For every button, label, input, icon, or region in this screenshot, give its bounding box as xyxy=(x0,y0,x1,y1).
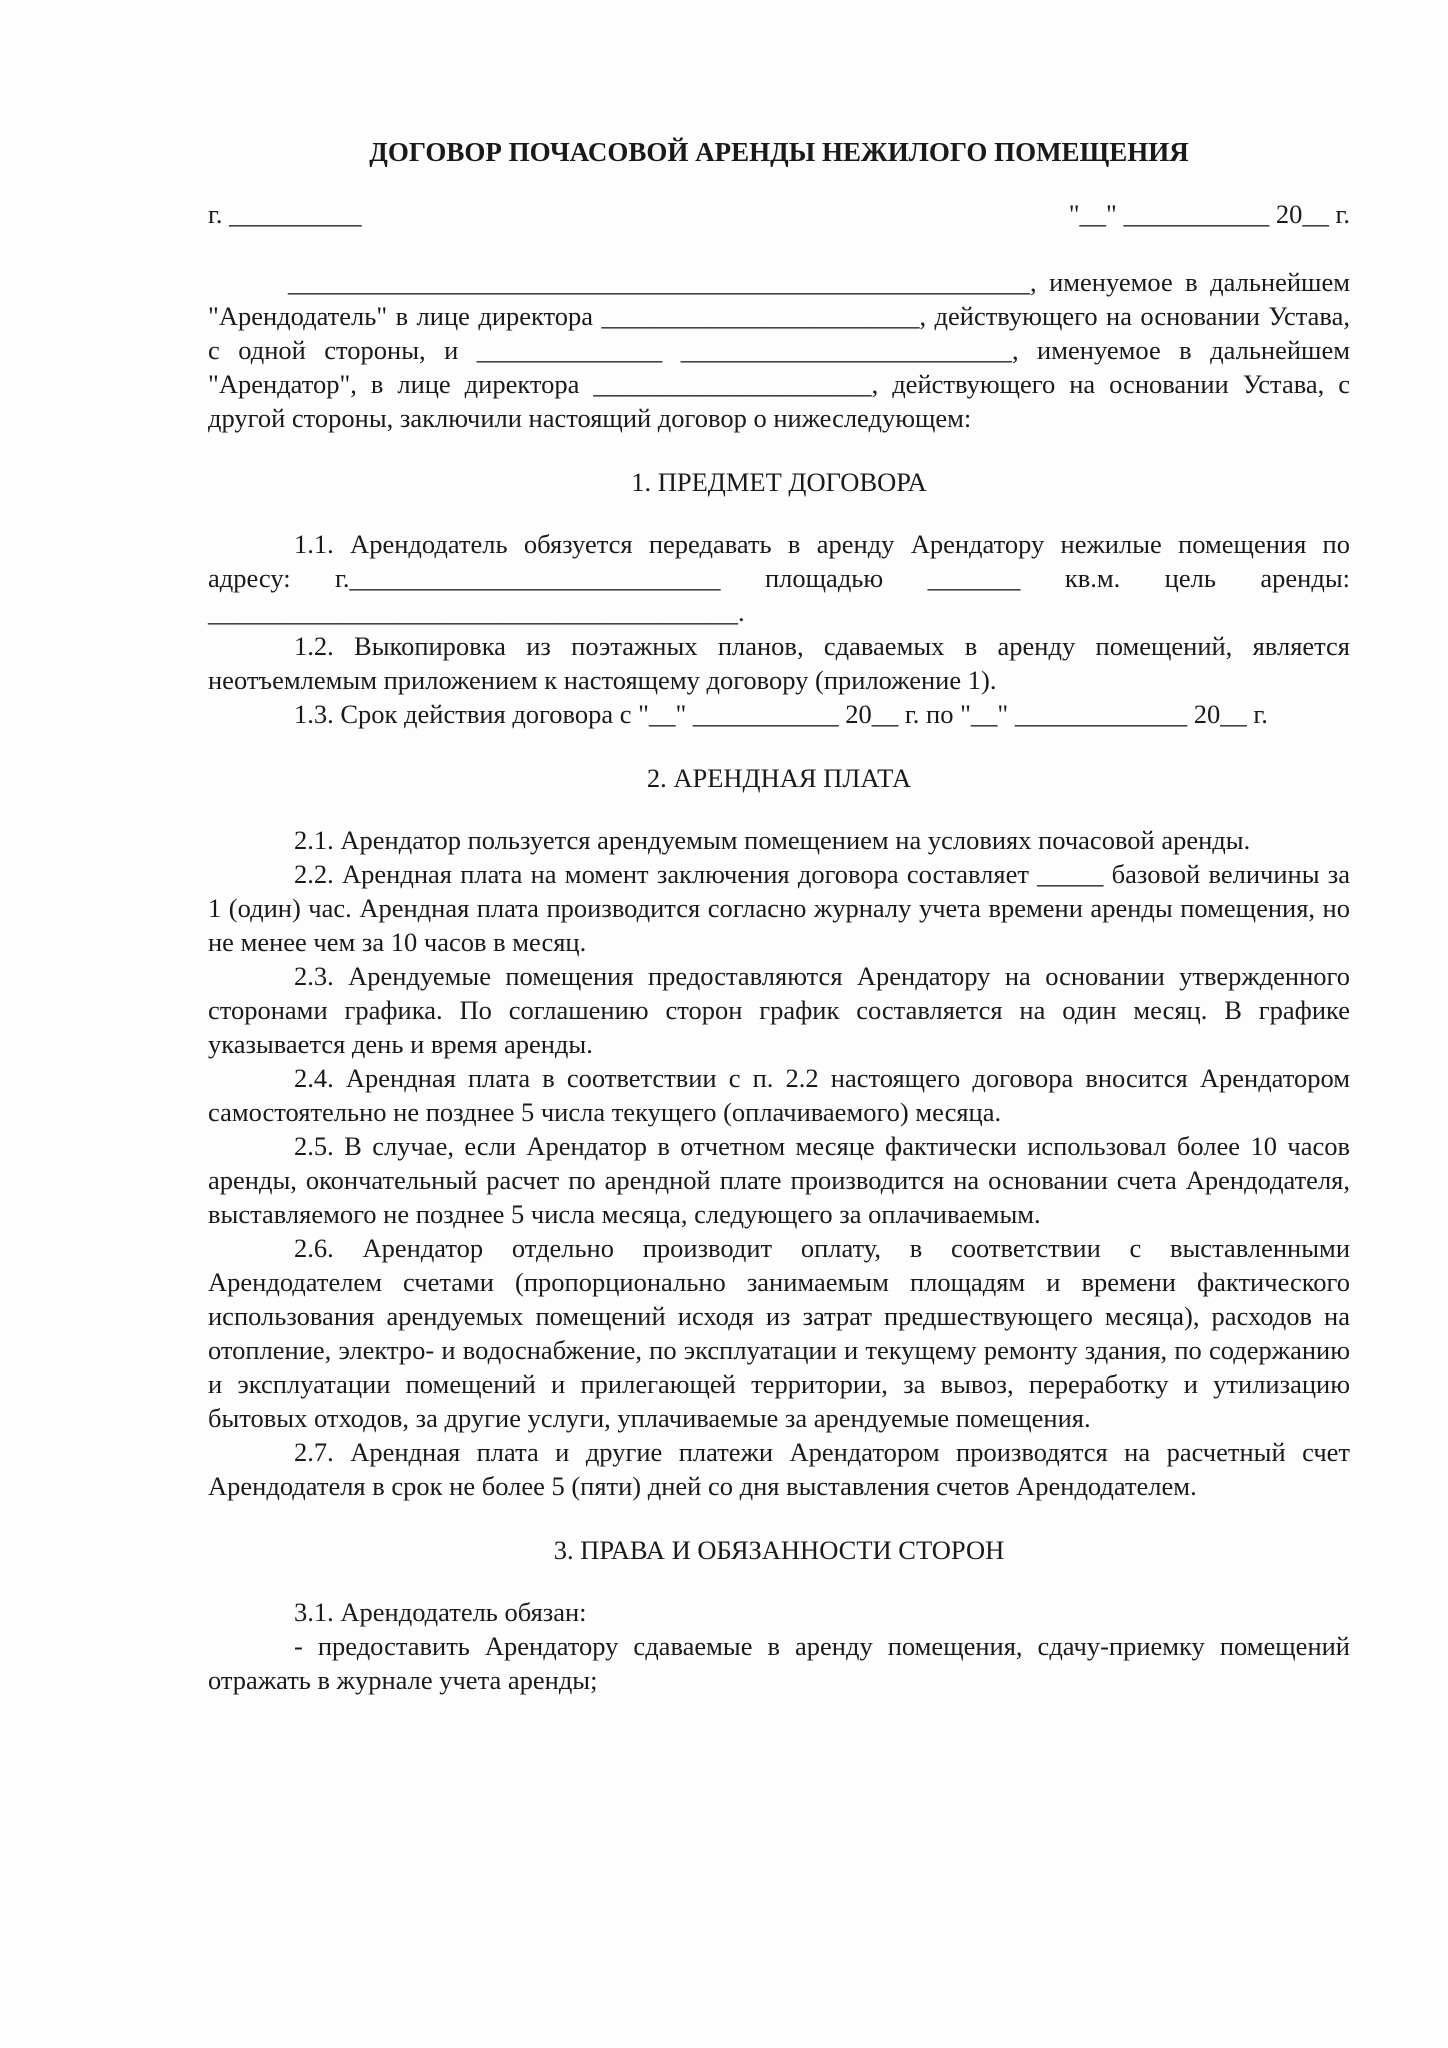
document-content xyxy=(208,135,1357,1697)
clause-1-2: 1.2. Выкопировка из поэтажных планов, сдаваемых в аренду помещений, является неотъемлемым приложением к настоящему договору (приложение 1). xyxy=(208,631,1357,695)
clause-2-3: 2.3. Арендуемые помещения предоставляются Арендатору на основании утвержденного сторонами графика. По соглашению сторон график составляется на один месяц. В графике указывается день и время аренды. xyxy=(208,961,1357,1059)
clause-1-1: 1.1. Арендодатель обязуется передавать в аренду Арендатору нежилые помещения по адресу: г.____________________________ площадью _______ кв.м. цель аренды: ________________________________________. xyxy=(208,529,1357,627)
clause-2-5: 2.5. В случае, если Арендатор в отчетном месяце фактически использовал более 10 часов аренды, окончательный расчет по арендной плате производится на основании счета Арендодателя, выставляемого не позднее 5 числа месяца, следующего за оплачиваемым. xyxy=(208,1131,1357,1229)
section-title: 2. АРЕНДНАЯ ПЛАТА xyxy=(646,763,912,793)
date-field: "__" ___________ 20__ г. xyxy=(1068,199,1350,229)
clause-2-2: 2.2. Арендная плата на момент заключения договора составляет _____ базовой величины за 1 (один) час. Арендная плата производится согласно журналу учета времени аренды помещения, но не менее чем за 10 часов в месяц. xyxy=(208,859,1357,957)
city-field: г. __________ xyxy=(208,199,362,229)
place-date-row xyxy=(208,197,1350,231)
clause-2-6: 2.6. Арендатор отдельно производит оплату, в соответствии с выставленными Арендодателем счетами (пропорционально занимаемым площадям и времени фактического использования арендуемых помещений исходя из затрат предшествующего месяца), расходов на отопление, электро- и водоснабжение, по эксплуатации и текущему ремонту здания, по содержанию и эксплуатации помещений и прилегающей территории, за вывоз, переработку и утилизацию бытовых отходов, за другие услуги, уплачиваемые за арендуемые помещения. xyxy=(208,1233,1357,1433)
clause-3-1: 3.1. Арендодатель обязан: xyxy=(294,1597,587,1627)
section-title: 1. ПРЕДМЕТ ДОГОВОРА xyxy=(631,467,927,497)
clause-1-3: 1.3. Срок действия договора с "__" ___________ 20__ г. по "__" _____________ 20__ г. xyxy=(294,699,1268,729)
clause-2-1: 2.1. Арендатор пользуется арендуемым помещением на условиях почасовой аренды. xyxy=(294,825,1251,855)
section-title: 3. ПРАВА И ОБЯЗАННОСТИ СТОРОН xyxy=(553,1535,1005,1565)
clause-3-1-item: - предоставить Арендатору сдаваемые в аренду помещения, сдачу-приемку помещений отражать в журнале учета аренды; xyxy=(208,1631,1357,1695)
document-title: ДОГОВОР ПОЧАСОВОЙ АРЕНДЫ НЕЖИЛОГО ПОМЕЩЕНИЯ xyxy=(369,137,1189,167)
clause-2-7: 2.7. Арендная плата и другие платежи Арендатором производятся на расчетный счет Арендодателя в срок не более 5 (пяти) дней со дня выставления счетов Арендодателем. xyxy=(208,1437,1357,1501)
clause-2-4: 2.4. Арендная плата в соответствии с п. 2.2 настоящего договора вносится Арендатором самостоятельно не позднее 5 числа текущего (оплачиваемого) месяца. xyxy=(208,1063,1357,1127)
preamble-paragraph: ________________________________________________________, именуемое в дальнейшем "Арендодатель" в лице директора ________________________, действующего на основании Устава, с одной стороны, и ______________ _________________________, именуемое в дальнейшем "Арендатор", в лице директора _____________________, действующего на основании Устава, с другой стороны, заключили настоящий договор о нижеследующем: xyxy=(208,267,1357,433)
